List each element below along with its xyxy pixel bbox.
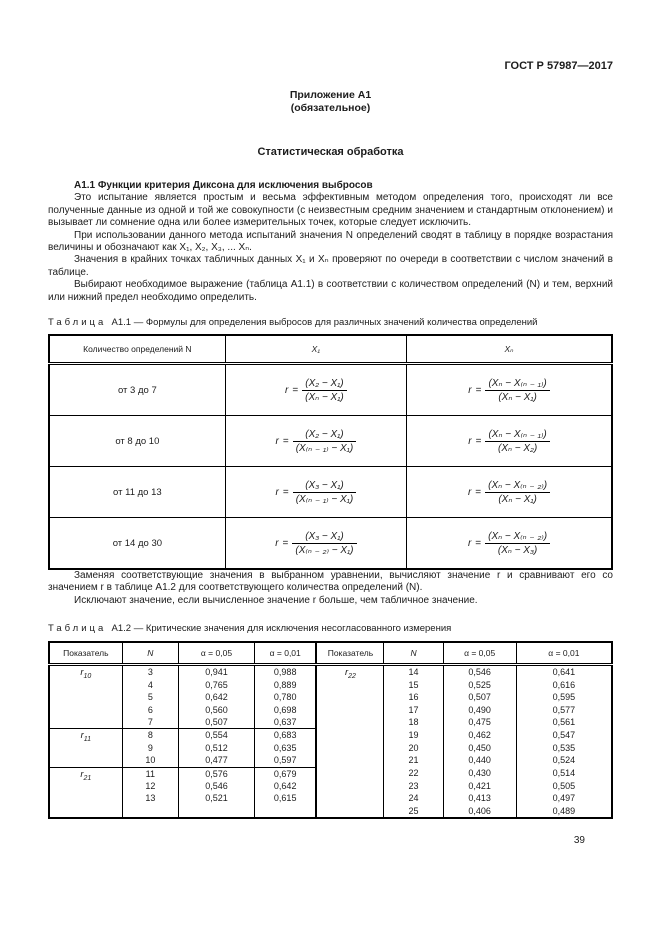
- formula-cell: r = $\frac{\text{(Xₙ − X₍ₙ ₋ ₁₎)}}{\text{(Xₙ − X₁)}}$: [407, 364, 613, 416]
- table-cell: 0,616: [516, 679, 612, 691]
- table-cell: 0,507: [178, 716, 254, 729]
- table-cell-empty: [122, 805, 178, 818]
- column-header: Показатель: [316, 642, 384, 665]
- table-cell: 0,577: [516, 704, 612, 716]
- table-cell: 0,450: [443, 742, 516, 754]
- table-caption-text: А1.2 — Критические значения для исключения несогласованного измерения: [111, 623, 452, 635]
- table-cell: 0,635: [254, 742, 316, 754]
- table-cell: 20: [384, 742, 443, 754]
- paragraph: Это испытание является простым и весьма эффективным методом определения того, происходят ли все полученные данные из одной и той же совокупности (с неизвестным средним значением и стандартным отклонением) и вызывает ли сомнение одна или более измерительных точек, которые следует исключить.: [48, 192, 613, 229]
- table-cell: 12: [122, 780, 178, 792]
- indicator-cell: $r_{21}$: [49, 767, 122, 818]
- table-a11: [48, 334, 613, 570]
- formula-cell: r = $\frac{\text{(Xₙ − X₍ₙ ₋ ₁₎)}}{\text{(Xₙ − X₂)}}$: [407, 416, 613, 467]
- indicator-cell: $r_{22}$: [316, 665, 384, 818]
- paragraph: Выбирают необходимое выражение (таблица А1.1) в соответствии с количеством определений (N) и тем, верхний или нижний предел необходимо определить.: [48, 279, 613, 303]
- column-header: Количество определений N: [49, 335, 225, 364]
- formula-cell: r = $\frac{\text{(Xₙ − X₍ₙ ₋ ₂₎)}}{\text{(Xₙ − X₃)}}$: [407, 518, 613, 570]
- table-cell: 24: [384, 792, 443, 804]
- column-header: α = 0,05: [443, 642, 516, 665]
- table-row: [49, 416, 612, 467]
- table-cell: 0,462: [443, 729, 516, 742]
- page-number: 39: [573, 835, 585, 847]
- table-a12-caption: [48, 623, 613, 635]
- table-cell: 0,642: [178, 691, 254, 703]
- table-cell: 6: [122, 704, 178, 716]
- table-cell: 0,576: [178, 767, 254, 780]
- indicator-cell: $r_{10}$: [49, 665, 122, 729]
- table-cell: 0,507: [443, 691, 516, 703]
- table-cell: 11: [122, 767, 178, 780]
- table-cell: 25: [384, 805, 443, 818]
- table-cell: 0,615: [254, 792, 316, 804]
- table-cell: 0,765: [178, 679, 254, 691]
- n-range: от 11 до 13: [49, 467, 225, 518]
- table-cell: 0,941: [178, 665, 254, 679]
- table-cell: 0,683: [254, 729, 316, 742]
- table-cell: 16: [384, 691, 443, 703]
- formula-cell: r = $\frac{\text{(X₃ − X₁)}}{\text{(X₍ₙ ₋ ₂₎ − X₁)}}$: [225, 518, 406, 570]
- table-cell-empty: [254, 805, 316, 818]
- standard-reference: ГОСТ Р 57987—2017: [504, 60, 613, 72]
- table-header-row: [49, 642, 612, 665]
- table-cell: 23: [384, 780, 443, 792]
- table-cell: 3: [122, 665, 178, 679]
- column-header: Показатель: [49, 642, 122, 665]
- table-cell: 0,505: [516, 780, 612, 792]
- column-header: N: [384, 642, 443, 665]
- table-cell: 0,780: [254, 691, 316, 703]
- formula-cell: r = $\frac{\text{(X₂ − X₁)}}{\text{(X₍ₙ ₋ ₁₎ − X₁)}}$: [225, 416, 406, 467]
- table-caption-word: Таблица: [48, 623, 107, 635]
- table-a12-body: [49, 665, 612, 818]
- table-cell: 18: [384, 716, 443, 729]
- table-cell: 0,440: [443, 754, 516, 767]
- table-row: [49, 467, 612, 518]
- section-title: Статистическая обработка: [257, 146, 404, 158]
- n-range: от 14 до 30: [49, 518, 225, 570]
- table-cell: 0,546: [443, 665, 516, 679]
- table-caption-text: А1.1 — Формулы для определения выбросов для различных значений количества определений: [111, 317, 538, 329]
- table-cell: 0,535: [516, 742, 612, 754]
- table-row: [49, 364, 612, 416]
- table-cell: 0,597: [254, 754, 316, 767]
- table-cell: 17: [384, 704, 443, 716]
- table-cell: 0,475: [443, 716, 516, 729]
- table-cell: 0,490: [443, 704, 516, 716]
- table-cell: 5: [122, 691, 178, 703]
- table-a12: [48, 641, 613, 819]
- table-cell: 0,554: [178, 729, 254, 742]
- paragraph: Значения в крайних точках табличных данных X₁ и Xₙ проверяют по очереди в соответствии с числом значений в таблице.: [48, 254, 613, 278]
- table-cell: 0,637: [254, 716, 316, 729]
- appendix-title: Приложение А1: [289, 89, 372, 101]
- table-cell: 0,525: [443, 679, 516, 691]
- table-cell: 0,512: [178, 742, 254, 754]
- table-a11-caption: [48, 317, 613, 329]
- paragraph: При использовании данного метода испытаний значения N определений сводят в таблицу в порядке возрастания величины и обозначают как X₁, X₂, X₃, ... Xₙ.: [48, 229, 613, 254]
- table-cell: 19: [384, 729, 443, 742]
- n-range: от 3 до 7: [49, 364, 225, 416]
- table-cell: 0,560: [178, 704, 254, 716]
- table-cell: 0,679: [254, 767, 316, 780]
- paragraph: Заменяя соответствующие значения в выбранном уравнении, вычисляют значение r и сравнивают его со значением r в таблице А1.2 для соответствующего количества определений (N).: [48, 570, 613, 594]
- table-cell: 0,477: [178, 754, 254, 767]
- table-cell: 0,642: [254, 780, 316, 792]
- table-cell: 21: [384, 754, 443, 767]
- table-cell: 15: [384, 679, 443, 691]
- column-header: α = 0,01: [516, 642, 612, 665]
- table-cell: 0,413: [443, 792, 516, 804]
- paragraph: Исключают значение, если вычисленное значение r больше, чем табличное значение.: [74, 594, 478, 606]
- formula-cell: r = $\frac{\text{(Xₙ − X₍ₙ ₋ ₂₎)}}{\text{(Xₙ − X₁)}}$: [407, 467, 613, 518]
- table-cell: 0,988: [254, 665, 316, 679]
- table-cell: 7: [122, 716, 178, 729]
- clause-heading: А1.1 Функции критерия Диксона для исключения выбросов: [74, 180, 373, 191]
- formula-cell: r = $\frac{\text{(X₃ − X₁)}}{\text{(X₍ₙ ₋ ₁₎ − X₁)}}$: [225, 467, 406, 518]
- column-header: α = 0,05: [178, 642, 254, 665]
- indicator-cell: $r_{11}$: [49, 729, 122, 767]
- column-header: N: [122, 642, 178, 665]
- appendix-subtitle: (обязательное): [290, 102, 371, 114]
- table-caption-word: Таблица: [48, 317, 107, 329]
- table-cell: 9: [122, 742, 178, 754]
- table-cell: 0,546: [178, 780, 254, 792]
- table-cell-empty: [178, 805, 254, 818]
- table-cell: 0,406: [443, 805, 516, 818]
- table-cell: 22: [384, 767, 443, 780]
- n-range: от 8 до 10: [49, 416, 225, 467]
- table-cell: 0,521: [178, 792, 254, 804]
- table-cell: 0,641: [516, 665, 612, 679]
- table-cell: 0,561: [516, 716, 612, 729]
- table-cell: 0,497: [516, 792, 612, 804]
- table-cell: 0,430: [443, 767, 516, 780]
- column-header: X₁: [225, 335, 406, 364]
- table-cell: 0,595: [516, 691, 612, 703]
- table-cell: 8: [122, 729, 178, 742]
- table-row: [49, 518, 612, 570]
- formula-cell: r = $\frac{\text{(X₂ − X₁)}}{\text{(Xₙ − X₁)}}$: [225, 364, 406, 416]
- table-row: [49, 665, 612, 679]
- table-cell: 0,524: [516, 754, 612, 767]
- page-content: [48, 0, 613, 846]
- table-header-row: [49, 335, 612, 364]
- table-cell: 0,514: [516, 767, 612, 780]
- table-cell: 10: [122, 754, 178, 767]
- table-cell: 4: [122, 679, 178, 691]
- column-header: α = 0,01: [254, 642, 316, 665]
- table-cell: 14: [384, 665, 443, 679]
- table-cell: 0,889: [254, 679, 316, 691]
- table-cell: 13: [122, 792, 178, 804]
- table-cell: 0,421: [443, 780, 516, 792]
- table-cell: 0,698: [254, 704, 316, 716]
- table-cell: 0,489: [516, 805, 612, 818]
- table-cell: 0,547: [516, 729, 612, 742]
- column-header: Xₙ: [407, 335, 613, 364]
